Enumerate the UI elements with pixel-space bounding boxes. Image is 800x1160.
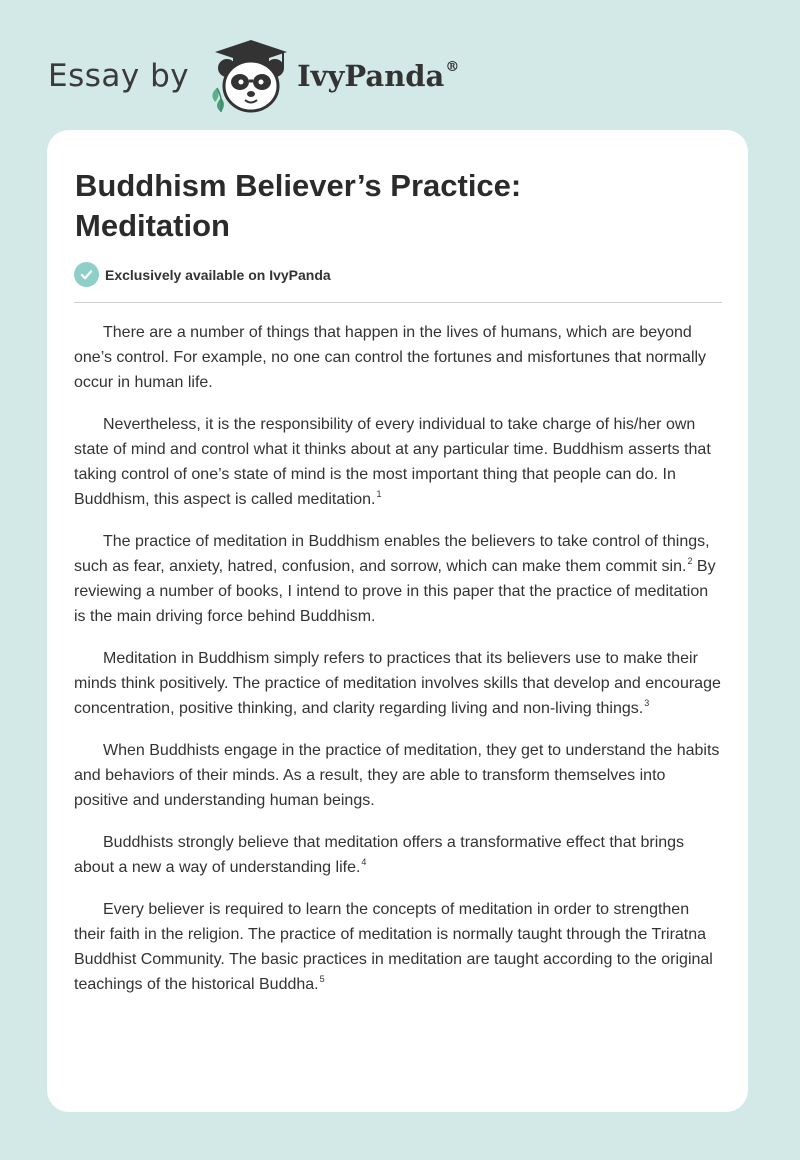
paragraph-2: Nevertheless, it is the responsibility of every individual to take charge of his/her own state of mind and control what it thinks about at any particular time. Buddhism asserts that taking control of one’s state of mind is the most important thing that people can do. In Buddhism, this aspect is called meditation.$^1$ [74, 416, 711, 508]
title-line-1: Buddhism Believer’s Practice: [75, 168, 522, 203]
divider [74, 302, 722, 303]
essay-by-label: Essay by [48, 58, 190, 94]
brand-name[interactable]: IvyPanda® [297, 59, 460, 93]
essay-card [47, 130, 748, 1112]
footnote-ref-3[interactable]: 3 [644, 698, 650, 708]
paragraph-4: Meditation in Buddhism simply refers to practices that its believers use to make their minds think positively. The practice of meditation involves skills that develop and encourage concentration, positive thinking, and clarity regarding living and non-living things.$^3$ [74, 650, 721, 717]
essay-body [74, 320, 724, 1014]
footnote-ref-2[interactable]: 2 [687, 556, 693, 566]
footnote-ref-4[interactable]: 4 [361, 857, 367, 867]
title-line-2: Meditation [75, 208, 230, 243]
paragraph-7: Every believer is required to learn the concepts of meditation in order to strengthen their faith in the religion. The practice of meditation is normally taught through the Triratna Buddhist Community. The basic practices in meditation are taught according to the original teachings of the historical Buddha.$^5$ [74, 901, 713, 993]
panda-logo-icon[interactable] [203, 38, 295, 114]
site-header [48, 36, 459, 116]
footnote-ref-1[interactable]: 1 [376, 489, 382, 499]
essay-title [75, 166, 715, 246]
footnote-ref-5[interactable]: 5 [319, 974, 325, 984]
paragraph-6: Buddhists strongly believe that meditation offers a transformative effect that brings about a new a way of understanding life.$^4$ [74, 834, 685, 876]
paragraph-3: The practice of meditation in Buddhism enables the believers to take control of things, such as fear, anxiety, hatred, confusion, and sorrow, which can make them commit sin.$^2$ By reviewing a number of books, I intend to prove in this paper that the practice of meditation is the main driving force behind Buddhism. [74, 533, 716, 625]
paragraph-1: There are a number of things that happen in the lives of humans, which are beyond one’s control. For example, no one can control the fortunes and misfortunes that normally occur in human life. [74, 324, 707, 391]
exclusive-badge-text: Exclusively available on IvyPanda [105, 266, 331, 283]
registered-mark: ® [445, 59, 460, 76]
paragraph-5: When Buddhists engage in the practice of meditation, they get to understand the habits and behaviors of their minds. As a result, they are able to transform themselves into positive and understanding human beings. [74, 742, 720, 809]
check-icon [74, 262, 99, 287]
exclusive-badge [74, 262, 331, 287]
